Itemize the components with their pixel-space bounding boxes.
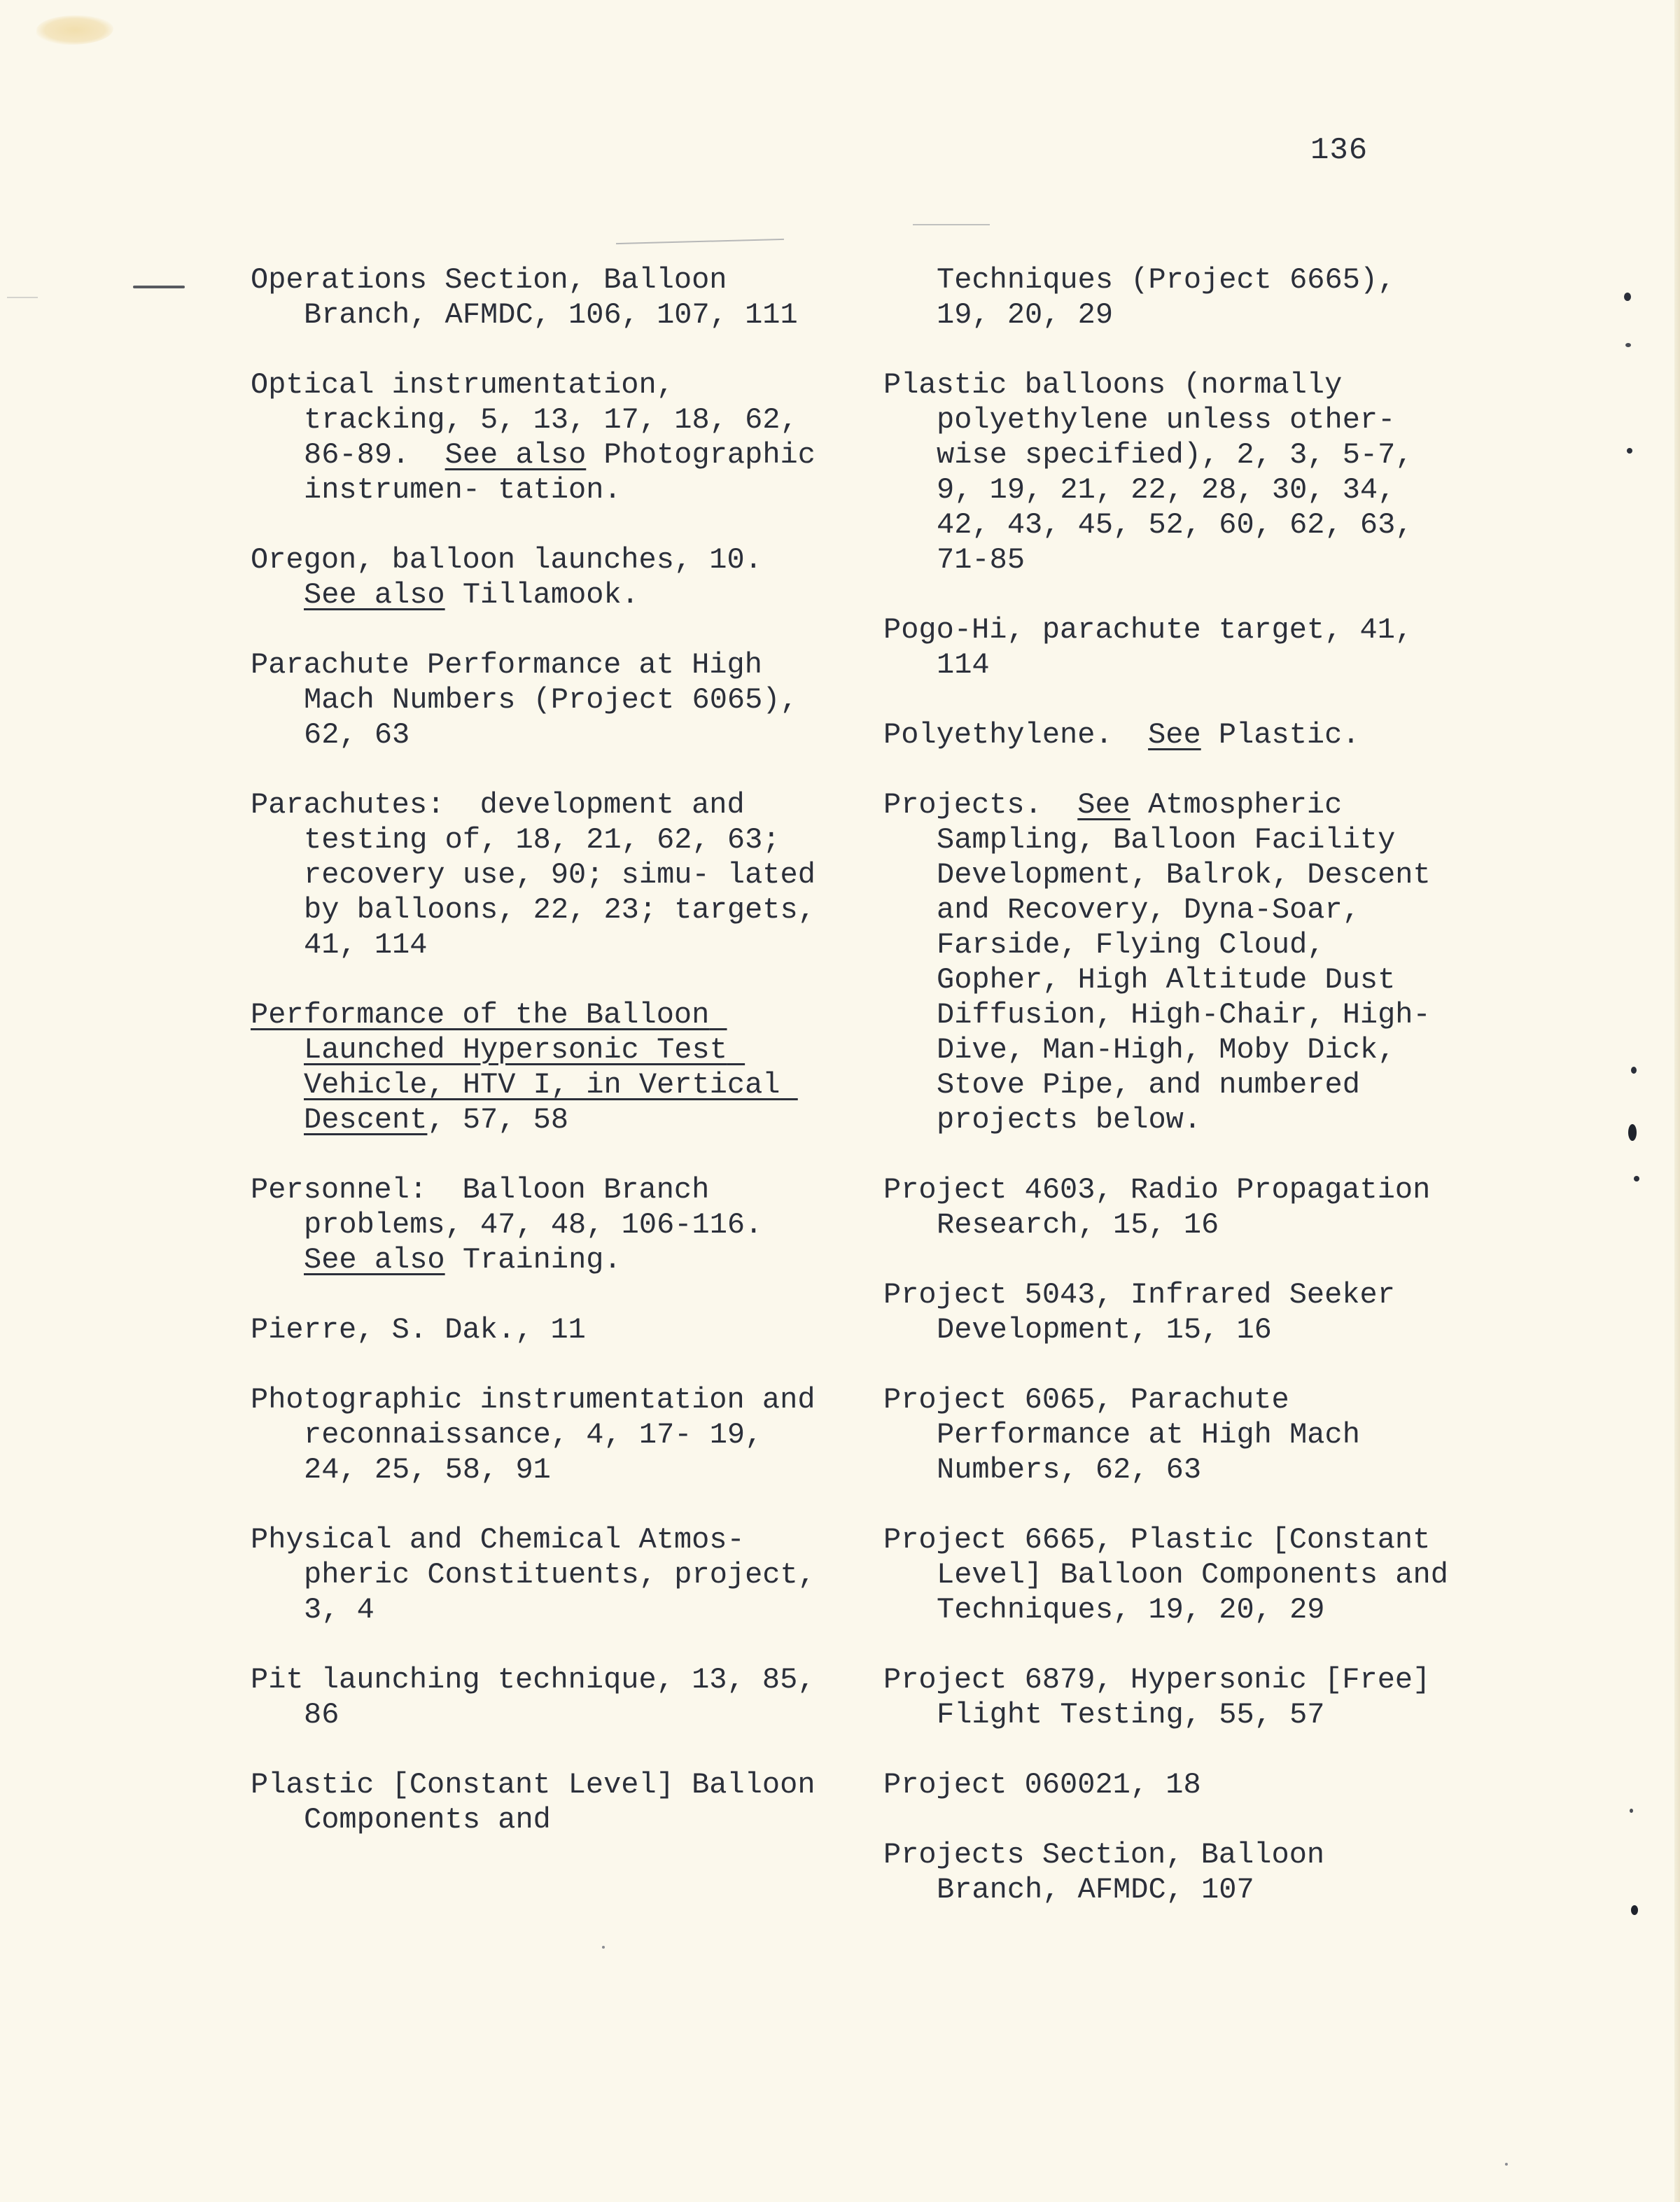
index-entry [883, 1382, 1457, 1487]
index-column-left [251, 262, 834, 1872]
entry-text: Photographic instrumen- tation. [304, 438, 834, 507]
entry-text: Operations Section, Balloon Branch, AFMDC, 106, 107, 111 [251, 263, 798, 332]
index-entry [883, 1522, 1466, 1627]
pencil-mark [7, 297, 38, 298]
entry-text: Plastic. [1200, 718, 1360, 752]
entry-text: Projects. [883, 788, 1078, 822]
index-entry [883, 1172, 1457, 1242]
entry-text: Photographic instrumentation and reconnaissance, 4, 17- 19, 24, 25, 58, 91 [251, 1383, 833, 1487]
entry-text: Project 6665, Plastic [Constant Level] Balloon Components and Techniques, 19, 20, 29 [883, 1523, 1466, 1627]
entry-text: Pierre, S. Dak., 11 [251, 1313, 586, 1347]
index-entry [883, 262, 1457, 332]
page-number: 136 [1310, 133, 1368, 168]
margin-speck [1628, 1124, 1637, 1141]
entry-text: Plastic [Constant Level] Balloon Components and [251, 1768, 833, 1837]
pencil-mark [913, 224, 990, 225]
paper-speck [602, 1946, 605, 1949]
index-entry [251, 367, 834, 507]
entry-text: Optical instrumentation, tracking, 5, 13, 17, 18, 62, 86-89. [251, 368, 816, 472]
index-entry [251, 1767, 833, 1837]
entry-text: Project 4603, Radio Propagation Research, 15, 16 [883, 1173, 1448, 1242]
entry-text: Atmospheric Sampling, Balloon Facility Development, Balrok, Descent and Recovery, Dyna-Soar, Farside, Flying Cloud, Gopher, High Altitude Dust Diffusion, High-Chair, High-Dive, Man-High, Moby Dick, Stove Pipe, and numbered projects below. [937, 788, 1448, 1137]
entry-text: Techniques (Project 6665), 19, 20, 29 [937, 263, 1413, 332]
entry-text: Oregon, balloon launches, 10. [251, 543, 780, 577]
index-entry [251, 1522, 834, 1627]
entry-text: Personnel: Balloon Branch problems, 47, 48, 106-116. [251, 1173, 780, 1242]
index-entry [883, 717, 1457, 752]
entry-text: Training. [444, 1243, 622, 1277]
index-entry [251, 1382, 833, 1487]
margin-speck [1634, 1176, 1639, 1181]
entry-text: Parachutes: development and testing of, 18, 21, 62, 63; recovery use, 90; simu- lated by balloons, 22, 23; targets, 41, 114 [251, 788, 834, 962]
index-entry [251, 1662, 833, 1732]
pencil-mark [616, 239, 784, 244]
index-entry [251, 787, 834, 962]
underlined-reference: See also [304, 578, 445, 612]
index-entry [883, 367, 1457, 577]
index-entry [251, 1312, 825, 1347]
paper-speck [1505, 2163, 1508, 2166]
index-entry [883, 1767, 1457, 1802]
margin-speck [1625, 343, 1631, 347]
margin-speck [1627, 448, 1632, 454]
index-entry [251, 647, 825, 752]
margin-speck [1624, 293, 1631, 301]
page-edge [1674, 0, 1680, 2202]
paper-stain [36, 15, 113, 45]
entry-text: Pogo-Hi, parachute target, 41, 114 [883, 613, 1431, 682]
index-entry [251, 1172, 825, 1277]
index-entry [883, 1277, 1457, 1347]
underlined-reference: See [1148, 718, 1201, 752]
entry-text: Project 6065, Parachute Performance at High Mach Numbers, 62, 63 [883, 1383, 1378, 1487]
entry-text: Pit launching technique, 13, 85, 86 [251, 1663, 833, 1732]
margin-speck [1631, 1067, 1637, 1074]
underlined-reference: See also [304, 1243, 445, 1277]
margin-mark [133, 286, 185, 288]
index-entry [251, 542, 825, 612]
entry-text: Tillamook. [444, 578, 639, 612]
index-entry [251, 262, 825, 332]
underlined-reference: Performance of the Balloon Launched Hypersonic Test Vehicle, HTV I, in Vertical Descent [251, 998, 798, 1137]
entry-text: Projects Section, Balloon Branch, AFMDC, 107 [883, 1838, 1343, 1907]
entry-text: Project 060021, 18 [883, 1768, 1201, 1802]
entry-text: Physical and Chemical Atmos- pheric Constituents, project, 3, 4 [251, 1523, 834, 1627]
entry-text: Plastic balloons (normally polyethylene unless other- wise specified), 2, 3, 5-7, 9, 19, 21, 22, 28, 30, 34, 42, 43, 45, 52, 60, 62, 63, 71-85 [883, 368, 1431, 577]
entry-text: Project 6879, Hypersonic [Free] Flight Testing, 55, 57 [883, 1663, 1448, 1732]
index-entry [883, 787, 1457, 1137]
entry-text: Parachute Performance at High Mach Numbers (Project 6065), 62, 63 [251, 648, 816, 752]
index-entry [883, 612, 1457, 682]
underlined-reference: See [1077, 788, 1130, 822]
index-entry [883, 1837, 1457, 1907]
index-entry [251, 997, 825, 1137]
entry-text: Polyethylene. [883, 718, 1149, 752]
index-column-right [883, 262, 1466, 1942]
underlined-reference: See also [444, 438, 587, 472]
entry-text: , 57, 58 [427, 1103, 569, 1137]
entry-text: Project 5043, Infrared Seeker Development, 15, 16 [883, 1278, 1413, 1347]
margin-speck [1630, 1809, 1633, 1813]
index-entry [883, 1662, 1457, 1732]
margin-speck [1631, 1905, 1638, 1915]
